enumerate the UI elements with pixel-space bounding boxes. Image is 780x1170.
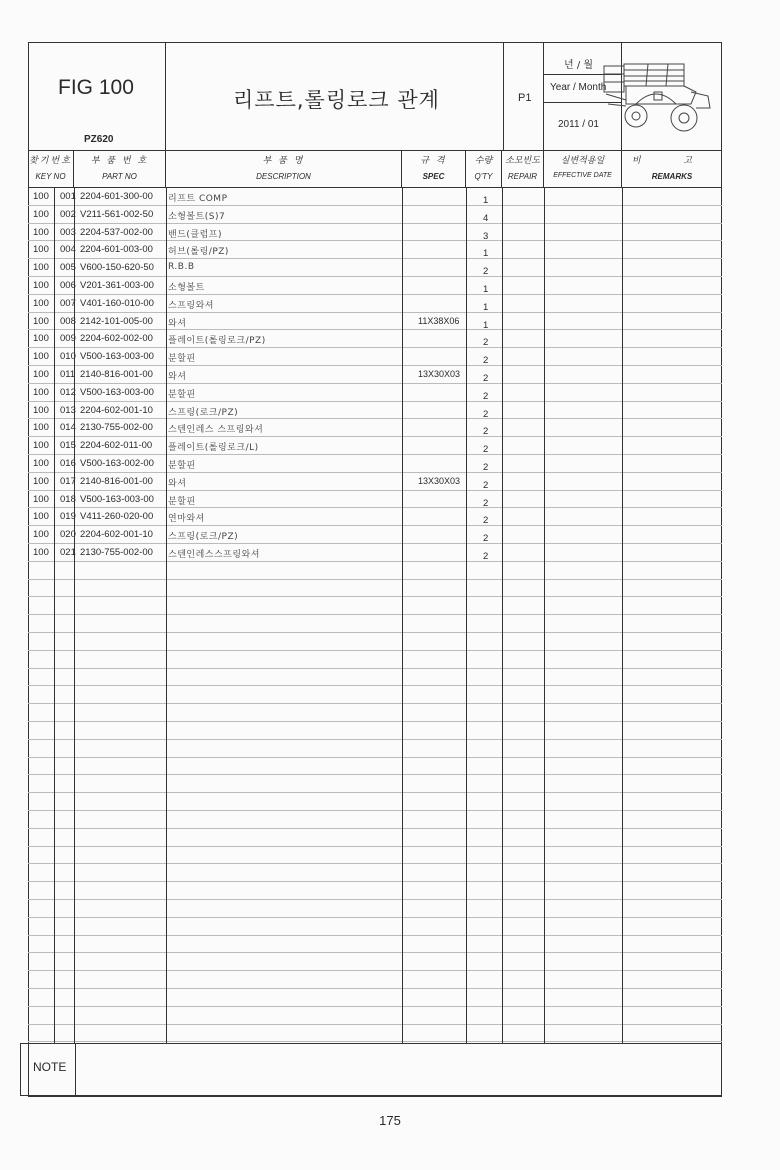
quantity: 1 bbox=[483, 248, 489, 260]
description: 연마와셔 bbox=[168, 514, 205, 525]
key-no: 100 bbox=[33, 422, 49, 434]
key-no: 100 bbox=[33, 475, 49, 487]
part-number: V211-561-002-50 bbox=[80, 208, 154, 220]
sub-no: 016 bbox=[60, 458, 76, 469]
empty-table-row bbox=[28, 1025, 722, 1043]
part-number: 2142-101-005-00 bbox=[80, 315, 153, 327]
empty-table-row bbox=[28, 686, 722, 704]
key-no: 100 bbox=[33, 404, 49, 416]
model-name: PZ620 bbox=[84, 134, 114, 145]
column-line bbox=[166, 188, 167, 1043]
table-row bbox=[28, 437, 722, 455]
empty-table-row bbox=[28, 936, 722, 954]
key-no: 100 bbox=[33, 333, 49, 345]
key-no: 100 bbox=[33, 493, 49, 505]
sub-no: 018 bbox=[60, 493, 76, 505]
description: 분할핀 bbox=[168, 389, 196, 400]
key-no: 100 bbox=[33, 280, 49, 291]
page-title: 리프트,롤링로크 관계 bbox=[233, 88, 440, 112]
sub-no: 014 bbox=[60, 422, 76, 434]
fig-number: FIG 100 bbox=[58, 76, 134, 99]
quantity: 3 bbox=[483, 230, 489, 242]
empty-table-row bbox=[28, 615, 722, 633]
key-no: 100 bbox=[33, 297, 49, 309]
description: 분할핀 bbox=[168, 354, 196, 365]
key-no: 100 bbox=[33, 369, 49, 380]
empty-table-row bbox=[28, 597, 722, 615]
col-key bbox=[28, 151, 74, 187]
empty-table-row bbox=[28, 722, 722, 740]
part-number: 2140-816-001-00 bbox=[80, 475, 153, 487]
quantity: 2 bbox=[483, 462, 489, 473]
quantity: 2 bbox=[483, 444, 489, 456]
empty-table-row bbox=[28, 775, 722, 793]
part-number: 2204-602-002-00 bbox=[80, 333, 153, 345]
spec: 13X30X03 bbox=[418, 369, 461, 379]
col-spec-kr: 규 격 bbox=[420, 156, 447, 166]
key-no: 100 bbox=[33, 547, 49, 558]
col-desc-kr: 부 품 명 bbox=[262, 156, 305, 166]
col-remarks-en: REMARKS bbox=[651, 172, 693, 181]
quantity: 2 bbox=[483, 479, 489, 491]
table-row bbox=[28, 455, 722, 473]
sub-no: 007 bbox=[60, 297, 76, 309]
sub-no: 008 bbox=[60, 315, 76, 327]
page-code: P1 bbox=[518, 92, 532, 104]
part-number: V411-260-020-00 bbox=[80, 511, 154, 523]
description: 소형볼트 bbox=[168, 283, 205, 293]
description: 스프링(로크/PZ) bbox=[168, 532, 239, 543]
part-number: V401-160-010-00 bbox=[80, 297, 154, 309]
sub-no: 002 bbox=[60, 208, 76, 220]
description: 스텐인레스 스프링와셔 bbox=[168, 425, 264, 436]
key-no: 100 bbox=[33, 262, 49, 274]
part-number: 2204-601-300-00 bbox=[80, 191, 153, 202]
col-key-kr: 찾기번호 bbox=[29, 156, 72, 166]
quantity: 1 bbox=[483, 195, 489, 206]
description: 스텐인레스스프링와셔 bbox=[168, 550, 260, 560]
quantity: 2 bbox=[483, 551, 489, 562]
col-repair-kr: 소모빈도 bbox=[505, 156, 540, 166]
quantity: 4 bbox=[483, 212, 489, 224]
quantity: 1 bbox=[483, 319, 489, 331]
key-no: 100 bbox=[33, 386, 49, 398]
column-line bbox=[502, 188, 503, 1043]
col-remarks bbox=[622, 151, 722, 187]
sub-no: 011 bbox=[60, 369, 76, 380]
quantity: 2 bbox=[483, 533, 489, 545]
column-line bbox=[54, 188, 55, 1043]
quantity: 1 bbox=[483, 284, 489, 295]
key-no: 100 bbox=[33, 351, 49, 363]
sub-no: 005 bbox=[60, 262, 76, 274]
quantity: 1 bbox=[483, 301, 489, 313]
table-row bbox=[28, 402, 722, 420]
table-row bbox=[28, 241, 722, 259]
description: 플레이트(롤링로크/L) bbox=[168, 443, 259, 454]
empty-table-row bbox=[28, 918, 722, 936]
description: 밴드(클럼프) bbox=[168, 229, 222, 240]
column-line bbox=[544, 188, 545, 1043]
key-no: 100 bbox=[33, 208, 49, 220]
col-qty-en: Q'TY bbox=[474, 172, 493, 181]
title-cell bbox=[166, 42, 504, 150]
part-number: 2204-602-001-10 bbox=[80, 529, 153, 541]
part-number: 2204-602-001-10 bbox=[80, 404, 153, 416]
note-label: NOTE bbox=[33, 1060, 67, 1074]
table-row bbox=[28, 384, 722, 402]
machine-illustration bbox=[596, 44, 720, 148]
quantity: 2 bbox=[483, 408, 489, 420]
empty-table-row bbox=[28, 989, 722, 1007]
col-effective-en: EFFECTIVE DATE bbox=[553, 172, 612, 179]
empty-table-row bbox=[28, 811, 722, 829]
col-part-kr: 부 품 번 호 bbox=[90, 156, 149, 166]
empty-table-row bbox=[28, 651, 722, 669]
part-number: V500-163-002-00 bbox=[80, 458, 154, 469]
col-spec bbox=[402, 151, 466, 187]
column-line bbox=[74, 188, 75, 1043]
quantity: 2 bbox=[483, 497, 489, 509]
sub-no: 020 bbox=[60, 529, 76, 541]
description: 플레이트(롤링로크/PZ) bbox=[168, 336, 266, 347]
note-divider bbox=[75, 1044, 76, 1095]
description: 스프링(로크/PZ) bbox=[168, 407, 239, 418]
table-row bbox=[28, 544, 722, 562]
key-no: 100 bbox=[33, 511, 49, 523]
description: R.B.B bbox=[168, 262, 195, 273]
table-row bbox=[28, 366, 722, 384]
empty-table-row bbox=[28, 971, 722, 989]
part-number: V500-163-003-00 bbox=[80, 493, 154, 505]
table-row bbox=[28, 206, 722, 224]
page-cell bbox=[504, 42, 544, 150]
table-row bbox=[28, 419, 722, 437]
note-box bbox=[20, 1043, 722, 1096]
sub-no: 003 bbox=[60, 226, 76, 238]
key-no: 100 bbox=[33, 440, 49, 452]
page-number: 175 bbox=[379, 1113, 401, 1128]
empty-table-row bbox=[28, 633, 722, 651]
description: 와셔 bbox=[168, 318, 187, 329]
sub-no: 004 bbox=[60, 244, 76, 256]
table-row bbox=[28, 259, 722, 277]
part-number: V201-361-003-00 bbox=[80, 280, 154, 291]
description: 스프링와셔 bbox=[168, 300, 214, 311]
empty-table-row bbox=[28, 900, 722, 918]
quantity: 2 bbox=[483, 515, 489, 527]
key-no: 100 bbox=[33, 244, 49, 256]
sub-no: 001 bbox=[60, 191, 76, 202]
sub-no: 013 bbox=[60, 404, 76, 416]
empty-table-row bbox=[28, 562, 722, 580]
description: 분할핀 bbox=[168, 461, 196, 471]
key-no: 100 bbox=[33, 191, 49, 202]
sub-no: 019 bbox=[60, 511, 76, 523]
empty-table-row bbox=[28, 669, 722, 687]
table-row bbox=[28, 508, 722, 526]
part-number: 2204-602-011-00 bbox=[80, 440, 153, 452]
quantity: 2 bbox=[483, 266, 489, 278]
quantity: 2 bbox=[483, 373, 489, 384]
quantity: 2 bbox=[483, 355, 489, 367]
column-line bbox=[622, 188, 623, 1043]
col-effective-kr: 실변적용일 bbox=[560, 156, 605, 166]
col-qty-kr: 수량 bbox=[474, 156, 493, 166]
part-number: 2204-601-003-00 bbox=[80, 244, 153, 256]
spec: 11X38X06 bbox=[418, 315, 460, 326]
sub-no: 021 bbox=[60, 547, 76, 558]
col-desc bbox=[166, 151, 402, 187]
sub-no: 009 bbox=[60, 333, 76, 345]
empty-table-row bbox=[28, 1007, 722, 1025]
table-row bbox=[28, 473, 722, 491]
table-row bbox=[28, 348, 722, 366]
table-row bbox=[28, 526, 722, 544]
sub-no: 012 bbox=[60, 386, 76, 398]
empty-table-row bbox=[28, 847, 722, 865]
empty-table-row bbox=[28, 704, 722, 722]
part-number: 2130-755-002-00 bbox=[80, 547, 153, 558]
col-remarks-kr: 비 고 bbox=[631, 156, 713, 166]
quantity: 2 bbox=[483, 337, 489, 349]
empty-table-row bbox=[28, 953, 722, 971]
part-number: V500-163-003-00 bbox=[80, 351, 154, 363]
column-header bbox=[28, 150, 722, 188]
col-spec-en: SPEC bbox=[422, 172, 445, 181]
table-row bbox=[28, 313, 722, 331]
part-number: 2130-755-002-00 bbox=[80, 422, 153, 434]
col-repair bbox=[502, 151, 544, 187]
col-qty bbox=[466, 151, 502, 187]
key-no: 100 bbox=[33, 529, 49, 541]
description: 와셔 bbox=[168, 372, 187, 382]
empty-table-row bbox=[28, 793, 722, 811]
empty-table-row bbox=[28, 740, 722, 758]
quantity: 2 bbox=[483, 390, 489, 402]
table-row bbox=[28, 295, 722, 313]
description: 분할핀 bbox=[168, 496, 196, 507]
key-no: 100 bbox=[33, 458, 49, 469]
year-month-value: 2011 / 01 bbox=[558, 119, 599, 130]
quantity: 2 bbox=[483, 426, 489, 438]
col-repair-en: REPAIR bbox=[507, 172, 538, 181]
year-month-english: Year / Month bbox=[550, 82, 607, 93]
col-part bbox=[74, 151, 166, 187]
description: 허브(롤링/PZ) bbox=[168, 247, 229, 258]
col-part-en: PART NO bbox=[102, 172, 137, 181]
sub-no: 010 bbox=[60, 351, 76, 363]
description: 소형볼트(S)7 bbox=[168, 211, 226, 222]
col-key-en: KEY NO bbox=[35, 172, 66, 181]
key-no: 100 bbox=[33, 315, 49, 327]
sub-no: 015 bbox=[60, 440, 76, 452]
table-row bbox=[28, 330, 722, 348]
empty-table-row bbox=[28, 882, 722, 900]
part-number: V500-163-003-00 bbox=[80, 386, 154, 398]
table-row bbox=[28, 277, 722, 295]
spec: 13X30X03 bbox=[418, 475, 461, 486]
empty-table-row bbox=[28, 864, 722, 882]
column-line bbox=[402, 188, 403, 1043]
table-row bbox=[28, 491, 722, 509]
part-number: 2204-537-002-00 bbox=[80, 226, 153, 238]
key-no: 100 bbox=[33, 226, 49, 238]
sub-no: 006 bbox=[60, 280, 76, 291]
column-line bbox=[466, 188, 467, 1043]
table-row bbox=[28, 224, 722, 242]
description: 와셔 bbox=[168, 478, 187, 489]
fig-cell bbox=[28, 42, 166, 150]
part-number: V600-150-620-50 bbox=[80, 262, 154, 274]
table-row bbox=[28, 188, 722, 206]
empty-table-row bbox=[28, 580, 722, 598]
part-number: 2140-816-001-00 bbox=[80, 369, 153, 380]
description: 리프트 COMP bbox=[168, 194, 228, 204]
empty-table-row bbox=[28, 829, 722, 847]
col-effective bbox=[544, 151, 622, 187]
sub-no: 017 bbox=[60, 475, 76, 487]
year-month-korean: 년 / 월 bbox=[564, 60, 594, 71]
empty-table-row bbox=[28, 758, 722, 776]
col-desc-en: DESCRIPTION bbox=[256, 172, 311, 181]
